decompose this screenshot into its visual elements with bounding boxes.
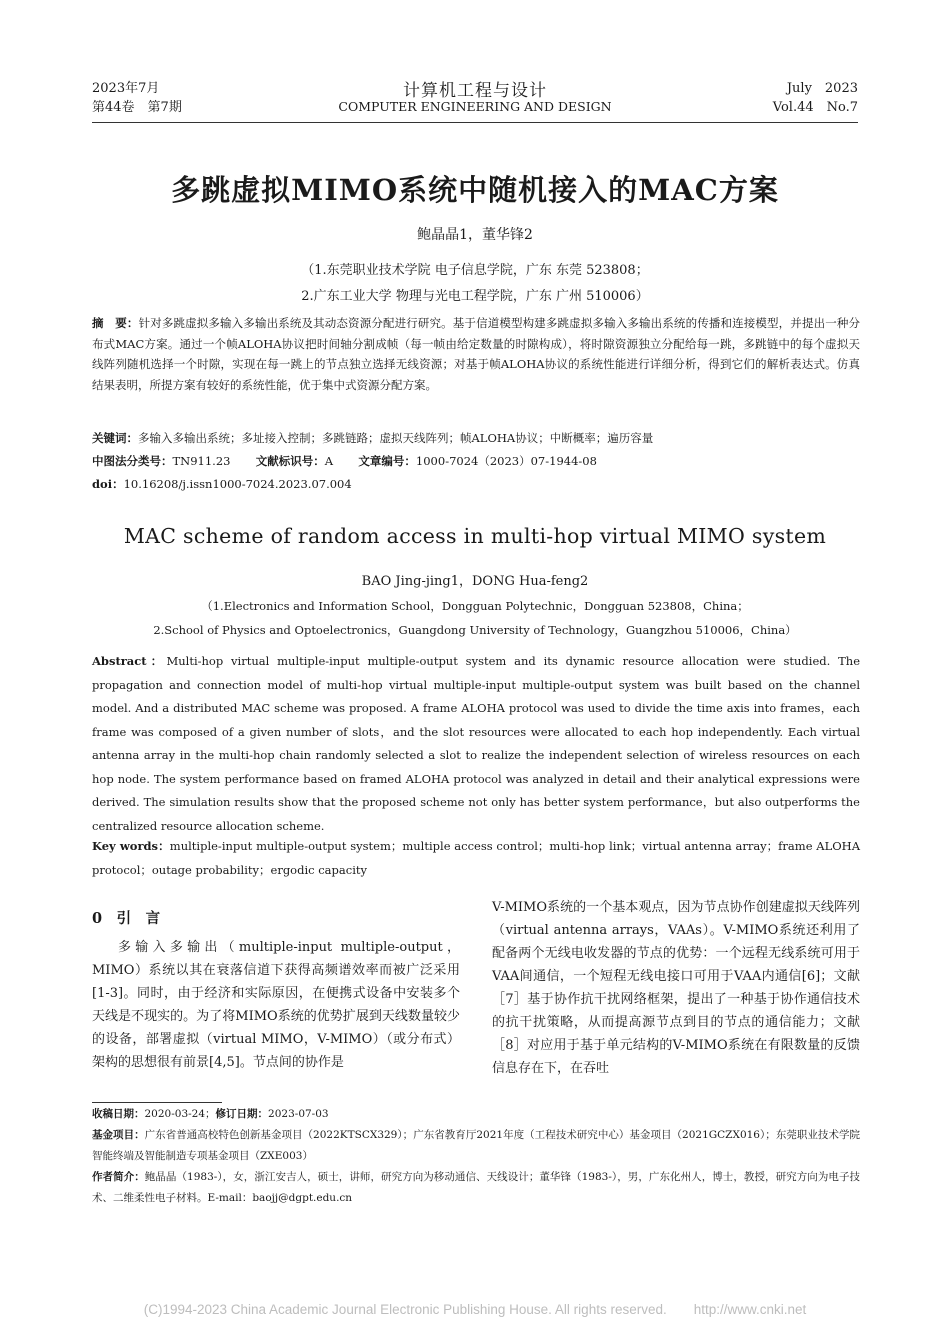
copyright-footer: (C)1994-2023 China Academic Journal Electronic Publishing House. All rights reserved. http://www.cnki.net [143,1302,807,1317]
doi-value: 10.16208/j.issn1000-7024.2023.07.004 [123,477,352,491]
abstract-en [92,650,860,838]
abstract-en-text: Multi-hop virtual multiple-input multiple-output system and its dynamic resource allocation were studied. The propagation and connection model of multi-hop virtual multiple-input multiple-output system was built based on the channel model. And a distributed MAC scheme was proposed. A frame ALOHA protocol was used to divide the time axis into frames，each frame was composed of a given number of slots，and the slot resources were allocated to each hop independently. Each virtual antenna array in the multi-hop chain randomly selected a slot to realize the independent selection of wireless resources on each hop node. The system performance based on framed ALOHA protocol was analyzed in detail and their analytical expressions were derived. The simulation results show that the proposed scheme not only has better system performance，but also outperforms the centralized resource allocation scheme. [92,654,861,833]
clc-label: 中图法分类号： [92,454,173,468]
section-heading: 0 引 言 [92,910,161,927]
abstract-en-label: Abstract： [92,654,167,668]
footnote-author [92,1167,860,1209]
authors-cn: 鲍晶晶1，董华锋2 [417,227,533,243]
header-date-en: July 2023 [786,81,858,96]
article-no-label: 文章编号： [358,454,416,468]
revised-value: 2023-07-03 [268,1108,329,1120]
affiliation-en-1: （1.Electronics and Information School，Dongguan Polytechnic，Dongguan 523808，China； [201,599,749,613]
fund-value: 广东省普通高校特色创新基金项目（2022KTSCX329）；广东省教育厅2021年度（工程技术研究中心）基金项目（2021GCZX016）；东莞职业技术学院智能终端及智能制造专项基金项目（ZXE003） [92,1129,860,1162]
affiliation-cn-1: （1.东莞职业技术学院 电子信息学院，广东 东莞 523808； [301,263,649,278]
keywords-cn-label: 关键词： [92,431,138,445]
doi-line [92,474,860,495]
authors-en: BAO Jing-jing1，DONG Hua-feng2 [361,574,589,589]
footnote-rule [92,1102,222,1103]
keywords-en-text: multiple-input multiple-output system；multiple access control；multi-hop link；virtual antenna array；frame ALOHA protocol；outage probability；ergodic capacity [92,839,860,877]
header-date-cn: 2023年7月 [92,81,160,96]
abstract-cn-text: 针对多跳虚拟多输入多输出系统及其动态资源分配进行研究。基于信道模型构建多跳虚拟多输入多输出系统的传播和连接模型，并提出一种分布式MAC方案。通过一个帧ALOHA协议把时间轴分割成帧（每一帧由给定数量的时隙构成），将时隙资源独立分配给每一跳，多跳链中的每个虚拟天线阵列随机选择一个时隙，实现在每一跳上的节点独立选择无线资源；对基于帧ALOHA协议的系统性能进行详细分析，得到它们的解析表达式。仿真结果表明，所提方案有较好的系统性能，优于集中式资源分配方案。 [92,316,861,392]
journal-title-en: COMPUTER ENGINEERING AND DESIGN [338,99,612,114]
doc-code-label: 文献标识号： [255,454,325,468]
doi-label: doi： [92,477,124,491]
intro-paragraph-left: 多输入多输出（multiple-input multiple-output，MIMO）系统以其在衰落信道下获得高频谱效率而被广泛采用[1-3]。同时，由于经济和实际原因，在便携式设备中安装多个天线是不现实的。为了将MIMO系统的优势扩展到天线数量较少的设备，部署虚拟（virtual MIMO，V-MIMO）（或分布式）架构的思想很有前景[4,5]。节点间的协作是 [92,940,460,1070]
footnote-dates: 收稿日期：2020-03-24；修订日期：2023-07-03 [92,1108,329,1120]
keywords-en-label: Key words： [92,839,170,853]
doc-code-value: A [324,454,334,468]
body-column-right [492,896,860,1080]
footnote-fund [92,1125,860,1167]
abstract-cn [92,313,860,395]
keywords-cn [92,428,860,449]
header-rule [92,122,858,123]
keywords-cn-text: 多输入多输出系统；多址接入控制；多跳链路；虚拟天线阵列；帧ALOHA协议；中断概率；遍历容量 [138,431,654,445]
keywords-en [92,835,860,882]
received-label: 收稿日期： [92,1108,145,1120]
clc-value: TN911.23 [172,454,231,468]
classification-line [92,451,860,472]
journal-title-cn: 计算机工程与设计 [403,81,547,101]
affiliation-cn-2: 2.广东工业大学 物理与光电工程学院，广东 广州 510006） [301,289,649,304]
paper-title-cn: 多跳虚拟MIMO系统中随机接入的MAC方案 [171,173,779,207]
header-volume-cn: 第44卷 第7期 [92,100,182,115]
fund-label: 基金项目： [92,1129,145,1141]
author-bio-label: 作者简介： [92,1171,145,1183]
abstract-cn-label: 摘 要： [92,316,139,330]
article-no-value: 1000-7024（2023）07-1944-08 [415,454,597,468]
revised-label: 修订日期： [215,1108,269,1120]
received-value: 2020-03-24 [144,1108,206,1120]
intro-paragraph-right: V-MIMO系统的一个基本观点，因为节点协作创建虚拟天线阵列（virtual antenna arrays，VAAs）。V-MIMO系统还利用了配备两个无线电收发器的节点的优势：一个远程无线系统可用于VAA间通信，一个短程无线电接口可用于VAA内通信[6]；文献［7］基于协作抗干扰网络框架，提出了一种基于协作通信技术的抗干扰策略，从而提高源节点到目的节点的通信能力；文献［8］对应用于基于单元结构的V-MIMO系统在有限数量的反馈信息存在下，在吞吐 [492,900,860,1076]
author-bio-value: 鲍晶晶（1983-），女，浙江安吉人，硕士，讲师，研究方向为移动通信、天线设计；董华锋（1983-），男，广东化州人，博士，教授，研究方向为电子技术、二维柔性电子材料。E-mail：baojj@dgpt.edu.cn [92,1171,860,1204]
header-volume-en: Vol.44 No.7 [772,100,858,115]
body-column-left [92,907,460,1074]
paper-title-en: MAC scheme of random access in multi-hop virtual MIMO system [123,524,827,548]
affiliation-en-2: 2.School of Physics and Optoelectronics，Guangdong University of Technology，Guangzhou 510006，China） [153,623,797,637]
